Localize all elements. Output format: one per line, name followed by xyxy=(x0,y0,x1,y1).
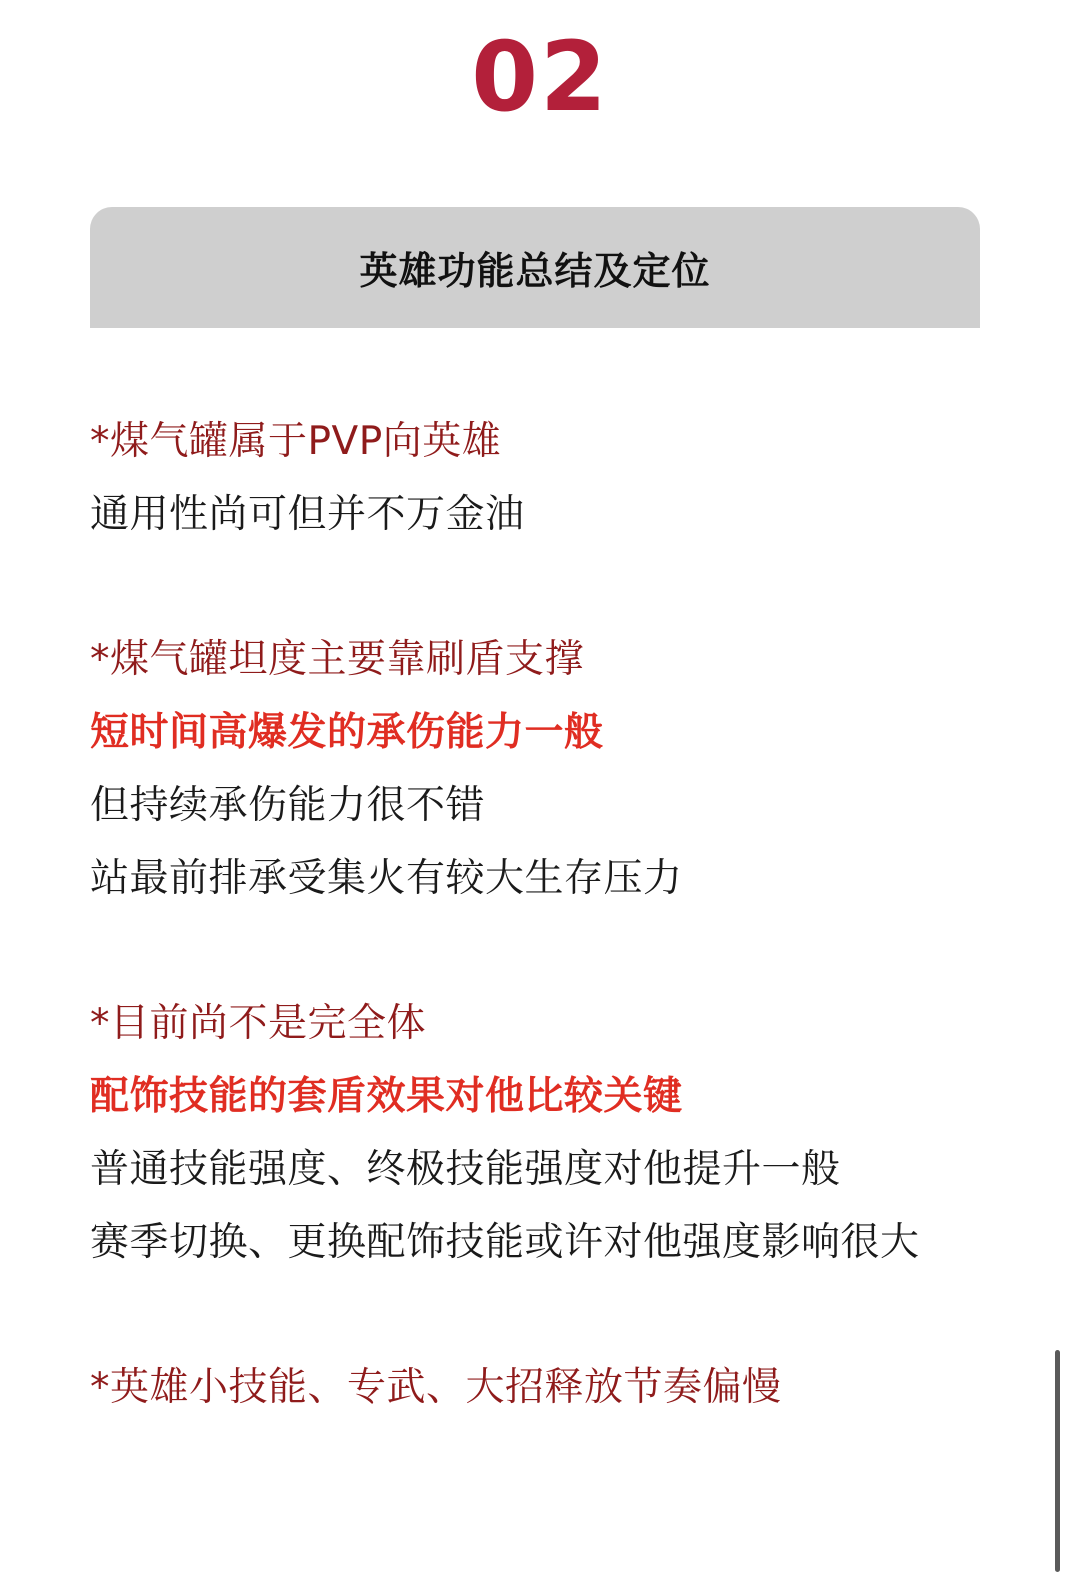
body-line: 赛季切换、更换配饰技能或许对他强度影响很大 xyxy=(90,1220,920,1265)
article-content xyxy=(90,405,990,1496)
body-line: 站最前排承受集火有较大生存压力 xyxy=(90,856,683,901)
content-group-pvp xyxy=(90,405,990,551)
highlight-line: 配饰技能的套盾效果对他比较关键 xyxy=(90,1074,683,1119)
body-line: 普通技能强度、终极技能强度对他提升一般 xyxy=(90,1147,841,1192)
body-line: 但持续承伤能力很不错 xyxy=(90,783,486,828)
content-group-incomplete xyxy=(90,987,990,1279)
point-line: *英雄小技能、专武、大招释放节奏偏慢 xyxy=(90,1365,782,1410)
section-header-bar xyxy=(90,207,980,328)
point-line: *煤气罐属于PVP向英雄 xyxy=(90,419,502,464)
highlight-line: 短时间高爆发的承伤能力一般 xyxy=(90,710,604,755)
content-group-tankiness xyxy=(90,623,990,915)
point-line: *目前尚不是完全体 xyxy=(90,1001,427,1046)
section-header-title: 英雄功能总结及定位 xyxy=(359,249,711,293)
point-line: *煤气罐坦度主要靠刷盾支撑 xyxy=(90,637,585,682)
content-group-tempo xyxy=(90,1351,990,1424)
vertical-scrollbar[interactable] xyxy=(1055,1350,1060,1572)
section-number: 02 xyxy=(471,21,609,133)
body-line: 通用性尚可但并不万金油 xyxy=(90,492,525,537)
